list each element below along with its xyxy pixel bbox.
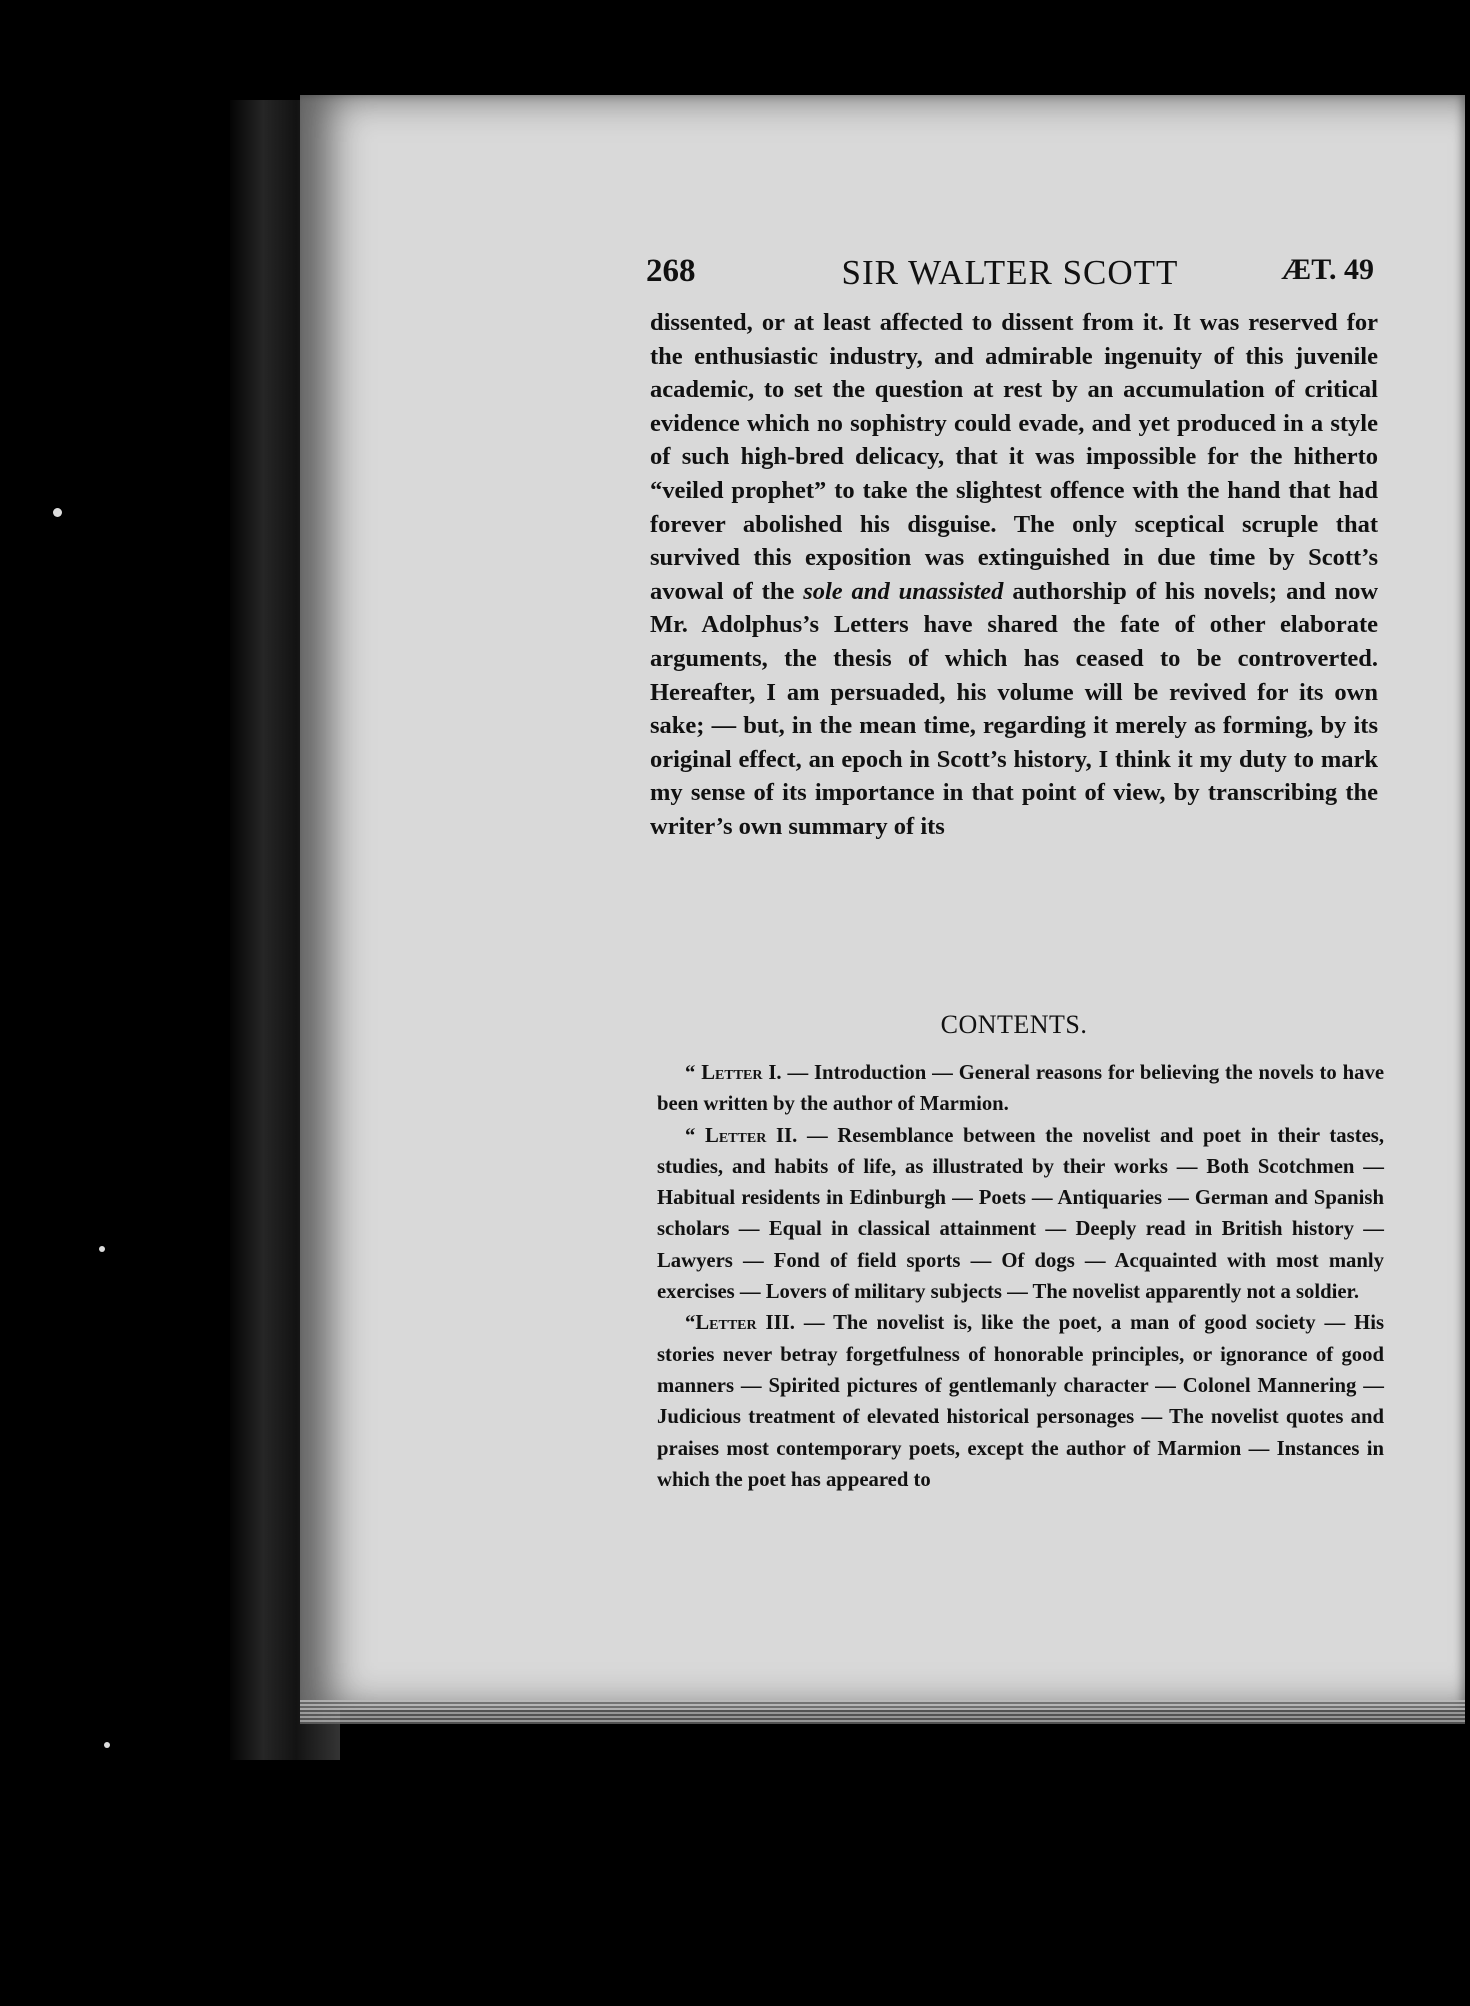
contents-list (657, 1058, 1384, 1496)
running-title: SIR WALTER SCOTT (841, 253, 1179, 292)
contents-entry (657, 1121, 1384, 1309)
age-marker: ÆT. 49 (1281, 253, 1374, 286)
contents-entry (657, 1058, 1384, 1121)
emphasis-text: sole and unassisted (803, 577, 1004, 605)
entry-text: — Introduction — General reasons for believing the novels to have been written by the author of Marmion. (657, 1062, 1385, 1116)
running-header (646, 253, 1374, 297)
page-number: 268 (646, 253, 696, 289)
open-quote: “ (685, 1312, 696, 1335)
body-paragraph (650, 306, 1378, 844)
entry-text: — Resemblance between the novelist and poet in their tastes, studies, and habits of life, as illustrated by their works — Both Scotchmen — Habitual residents in Edinburgh — Poets — Antiquaries — German and Spanish scholars — Equal in classical attainment — Deeply read in British history — Lawyers — Fond of field sports — Of dogs — Acquainted with most manly exercises — Lovers of military subjects — The novelist apparently not a soldier. (657, 1124, 1384, 1304)
open-quote: “ (685, 1062, 696, 1084)
letter-label: Letter I. (701, 1062, 782, 1084)
letter-label: Letter III. (695, 1312, 795, 1335)
dust-speck (99, 1246, 105, 1252)
paragraph-lead: dissented, or at least affected to dissent from it. It was reserved for the enthusiastic industry, and admirable ingenuity of this juvenile academic, to set the question at rest by an accumulation of critical evidence which no sophistry could evade, and yet produced in a style of such high-bred delicacy, that it was impossible for the hitherto “veiled prophet” to take the slightest offence with the hand that had forever abolished his disguise. The only sceptical scruple that survived this exposition was extinguished in due time by Scott’s avowal of the (650, 309, 1378, 605)
letter-label: Letter II. (705, 1124, 798, 1147)
page-edge (300, 1700, 1465, 1724)
contents-entry (657, 1308, 1384, 1496)
paragraph (650, 306, 1378, 844)
paragraph-tail: authorship of his novels; and now Mr. Adolphus’s Letters have shared the fate of other elaborate arguments, the thesis of which has ceased to be controverted. Hereafter, I am persuaded, his volume will be revived for its own sake; — but, in the mean time, regarding it merely as forming, by its original effect, an epoch in Scott’s history, I think it my duty to mark my sense of its importance in that point of view, by transcribing the writer’s own summary of its (650, 577, 1379, 840)
open-quote: “ (685, 1124, 696, 1147)
contents-heading: CONTENTS. (940, 1010, 1088, 1039)
dust-speck (53, 508, 62, 517)
dust-speck (104, 1742, 110, 1748)
entry-text: — The novelist is, like the poet, a man of good society — His stories never betray forgetfulness of honorable principles, or ignorance of good manners — Spirited pictures of gentlemanly character — Colonel Mannering — Judicious treatment of elevated historical personages — The novelist quotes and praises most contemporary poets, except the author of Marmion — Instances in which the poet has appeared to (657, 1312, 1384, 1491)
